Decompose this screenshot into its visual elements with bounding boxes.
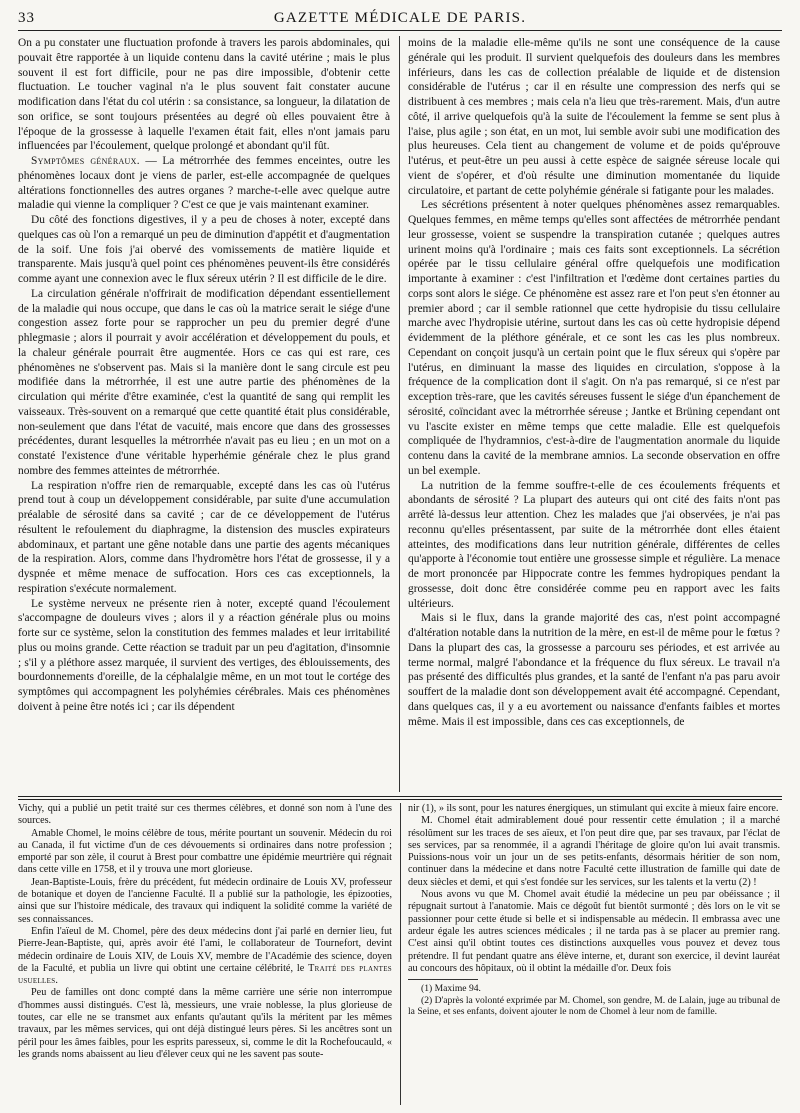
- article-left-column: [18, 36, 390, 792]
- page-header: [18, 10, 782, 31]
- footnote-divider: [408, 979, 478, 980]
- article-paragraph: Du côté des fonctions digestives, il y a peu de choses à noter, excepté dans quelques cas où l'on a remarqué un peu de diminution d'appétit et d'augmentation de la soif. Une fois j'ai obervé des vomissements de matière liquide et transparente. Mais jusqu'à quel point ces phénomènes peuvent-ils être considérés comme ayant une connexion avec le flux séreux utérin ? Il est difficile de le dire.: [18, 214, 390, 285]
- article-paragraph: [18, 154, 390, 213]
- article-paragraph: moins de la maladie elle-même qu'ils ne sont une conséquence de la cause générale qui les produit. Il survient quelquefois des douleurs dans les membres inférieurs, dans les cas de collection préalable de liquide et de distension considérable de l'utérus ; car il en résulte une compression des nerfs qui se distribuent à ces membres ; mais cela n'a lieu que très-rarement. Mais, d'un autre côté, il arrive quelquefois qu'à la suite de l'écoulement la femme se sent plus à l'aise, plus agile ; son état, en un mot, lui semble avoir subi une modification des plus heureuses. Cela tient au changement de volume et de poids qu'éprouve l'utérus, et peut-être un peu aussi à cette espèce de saignée séreuse locale qui vient de s'opérer, et d'où résulte une diminution momentanée du liquide circulatoire, et partant de cette polyhémie générale si fatigante pour les malades.: [408, 37, 780, 197]
- article-paragraph: Le système nerveux ne présente rien à noter, excepté quand l'écoulement s'accompagne de douleurs vives ; alors il y a réaction générale plus ou moins forte sur ce système, selon la constitution des femmes malades et leur irritabilité plus ou moins grande. Cette réaction se traduit par un peu d'agitation, d'insomnie ; s'il y a pléthore assez marquée, il survient des vertiges, des éblouissements, des bourdonnements d'oreille, de la céphalalgie même, en un mot tout le cortége des symptômes qui accompagnent les polyhémies cérébrales. Mais ces phénomènes doivent à peine être notés ici ; car ils dépendent: [18, 597, 390, 713]
- page-number: 33: [18, 10, 35, 26]
- article-paragraph: Les sécrétions présentent à noter quelques phénomènes assez remarquables. Quelques femmes, en même temps qu'elles sont affectées de métrorrhée pendant leur grossesse, voient se suspendre la transpiration cutanée ; quelques autres urinent moins qu'à l'ordinaire ; mais ces faits sont exceptionnels. La sécrétion opérée par le tissu cellulaire général offre quelquefois une modification importante à examiner : c'est l'infiltration et l'œdème dont certaines parties du corps sont alors le siége. Ce phénomène est assez rare et l'on peut s'en étonner au premier abord ; car il semble rationnel que cette hydropisie du tissu cellulaire marche avec l'hydropisie utérine, surtout dans les cas où cette hydropisie dépend évidemment de la pléthore générale, et ce sont les cas les plus nombreux. Cependant on conçoit jusqu'à un certain point que le flux séreux qui s'opère par l'utérus, en diminuant la masse des liquides en circulation, s'oppose à la fréquence de la complication dont il s'agit. On n'a pas remarqué, si ce n'est par exception très-rare, que les cavités séreuses fussent le siége d'un épanchement de sérosité, coïncidant avec la métrorrhée séreuse ; Jantke et Brüning cependant ont vu l'ascite exister en même temps que cette maladie. Elle est quelquefois compliquée de l'hydramnios, c'est-à-dire de l'augmentation anormale du liquide contenu dans la cavité de la membrane amnios. La seconde observation en offre un bel exemple.: [408, 199, 780, 477]
- article-right-column: [408, 36, 780, 792]
- feuilleton-paragraph: Peu de familles ont donc compté dans la même carrière une série non interrompue d'hommes aussi distingués. C'est là, messieurs, une vraie noblesse, la plus glorieuse de toutes, car elle ne se transmet aux enfants qu'autant qu'ils la méritent par les mêmes travaux, par les mêmes services, qui ont déjà distingué leurs pères. Si les ancêtres sont un péril pour les âmes faibles, pour les esprits paresseux, si, comme le dit la Rochefoucauld, « les grands noms abaissent au lieu d'élever ceux qui ne les savent pas soute-: [18, 987, 392, 1060]
- article-paragraph: La circulation générale n'offrirait de modification dépendant essentiellement de la maladie qui nous occupe, que dans le cas où la matrice serait le siége d'une congestion assez forte pour se rapprocher un peu du premier degré d'une phlegmasie ; alors il pourrait y avoir accélération et développement du pouls, et la chaleur générale pourrait être augmentée. Hors ce cas qui est rare, ces phénomènes ne s'observent pas. Mais si la manière dont le sang circule est peu modifiée dans la métrorrhée, il est une autre partie des phénomènes de la circulation qui mérite d'être examinée, c'est la quantité de sang qui remplit les vaisseaux. Très-souvent on a remarqué que cette quantité était plus considérable, non-seulement que dans l'état de vacuité, mais encore que dans des grossesses précédentes, durant lesquelles la métrorrhée n'avait pas eu lieu ; en un mot on a constaté l'existence d'une véritable hyperhémie générale chez le plus grand nombre des femmes atteintes de métrorrhée.: [18, 287, 390, 477]
- feuilleton-text: Enfin l'aïeul de M. Chomel, père des deux médecins dont j'ai parlé en dernier lieu, fut Pierre-Jean-Baptiste, qui, après avoir été l'ami, le collaborateur de Tournefort, devint médecin ordinaire de Louis XIV, de Louis XV, membre de l'Académie des science, doyen de la Faculté, et publia un livre qui obtint une certaine célébrité, le: [18, 925, 392, 974]
- section-heading-text: — La métrorrhée des femmes enceintes, outre les phénomènes locaux dont je viens de parler, est-elle accompagnée de quelques altérations fonctionnelles des autres organes ? marche-t-elle avec quelque autre maladie qui vienne la compliquer ? C'est ce que je vais maintenant examiner.: [18, 155, 390, 212]
- footnote: (2) D'après la volonté exprimée par M. Chomel, son gendre, M. de Lalain, juge au tribunal de la Seine, et ses enfants, doivent ajouter le nom de Chomel à leur nom de famille.: [408, 994, 780, 1018]
- section-heading: Symptômes généraux.: [31, 155, 140, 167]
- feuilleton-paragraph: Jean-Baptiste-Louis, frère du précédent, fut médecin ordinaire de Louis XV, professeur de botanique et doyen de l'ancienne Faculté. Il a publié sur la pathologie, les épizooties, ainsi que sur l'histoire médicale, des travaux qui indiquent la solidité comme la variété de ses connaissances.: [18, 876, 392, 925]
- journal-title: GAZETTE MÉDICALE DE PARIS.: [273, 10, 527, 26]
- section-separator: [18, 799, 782, 800]
- feuilleton-right-column: [408, 803, 780, 1105]
- book-title: Traité des plantes usuelles: [18, 962, 392, 987]
- article-paragraph: On a pu constater une fluctuation profonde à travers les parois abdominales, qui pouvait être rapportée à un liquide contenu dans la cavité utérine ; mais le plus souvent il est fort difficile, pour ne pas dire impossible, d'obtenir cette fluctuation. Le toucher vaginal n'a le plus souvent fait constater aucune modification dans l'état du col utérin : sa consistance, sa longueur, la dilatation de son orifice, se sont toujours présentées au degré où elles pouvaient être à l'époque de la grossesse à laquelle l'examen était fait, elles n'ont jamais paru influencées par l'écoulement, quelque prolongé et abondant qu'il fût.: [18, 37, 390, 153]
- article-paragraph: Mais si le flux, dans la grande majorité des cas, n'est point accompagné d'altération notable dans la nutrition de la mère, en est-il de même pour le fœtus ? Dans la plupart des cas, la grossesse a parcouru ses périodes, et est arrivée au terme normal, malgré l'abondance et la fréquence du flux séreux. Le travail n'a pas présenté des difficultés plus grandes, et la santé de l'enfant n'a pas paru avoir souffert de la maladie dont son développement avait été accompagné. Cependant, dans quelques cas, il y a eu avortement ou naissance d'enfants faibles et mortes même. Mais il est impossible, dans ces cas exceptionnels, de: [408, 612, 780, 728]
- feuilleton-paragraph: Amable Chomel, le moins célèbre de tous, mérite pourtant un souvenir. Médecin du roi au Canada, il fut victime d'un de ces dévouements si ordinaires dans notre profession ; emporté par son zèle, il courut à Brest pour combattre une épidémie meurtrière qui régnait dans cette ville en 1758, et il y trouva une mort glorieuse.: [18, 827, 392, 876]
- feuilleton-paragraph: M. Chomel était admirablement doué pour ressentir cette émulation ; il a marché résolûment sur les traces de ses aïeux, et l'on peut dire que, par ses travaux, par l'éclat de ses services, par sa renommée, il a agrandi l'héritage de gloire qu'on lui avait transmis. Puissions-nous voir un jour un de ses petits-enfants, désormais héritier de son nom, continuer dans la médecine et dans notre Faculté cette illustration de famille qui date de deux siècles et demi, et qui s'est fondée sur les services, sur les talents et la vertu (2) !: [408, 815, 780, 888]
- feuilleton-paragraph: nir (1), » ils sont, pour les natures énergiques, un stimulant qui excite à mieux faire encore.: [408, 803, 779, 814]
- feuilleton-left-column: [18, 803, 392, 1105]
- feuilleton-paragraph: Vichy, qui a publié un petit traité sur ces thermes célèbres, et donné son nom à l'une des sources.: [18, 803, 392, 827]
- article-paragraph: La respiration n'offre rien de remarquable, excepté dans les cas où l'utérus prend tout à coup un développement considérable, par suite d'une accumulation préalable de sérosité dans sa cavité ; car de ce développement de l'utérus résultent le refoulement du diaphragme, la distension des muscles expirateurs abdominaux, et partant une gêne notable dans une partie des agents mécaniques de la respiration. Alors, comme dans l'hydromètre hors l'état de grossesse, il y a dyspnée et même menace de suffocation. Hors ces cas exceptionnels, la respiration s'exécute normalement.: [18, 479, 390, 595]
- article-paragraph: La nutrition de la femme souffre-t-elle de ces écoulements fréquents et abondants de sérosité ? La plupart des auteurs qui ont cité des faits n'ont pas arrêté là-dessus leur attention. Chez les malades que j'ai observées, je n'ai pas reconnu qu'elles présentassent, par suite de la métrorrhée dont elles étaient atteintes, des modifications dans leur nutrition générale, différentes de celles qu'apporte à l'économie tout entière une grossesse simple et régulière. La menace de mort prononcée par Hippocrate contre les femmes hydropiques pendant la grossesse, doit donc être considérée comme peu en rapport avec les faits ultérieurs.: [408, 479, 780, 610]
- feuilleton-paragraph: Nous avons vu que M. Chomel avait étudié la médecine un peu par obéissance ; il répugnait surtout à l'anatomie. Mais ce dégoût fut bientôt surmonté ; dès lors on le vit se passionner pour cette étude si belle et si indispensable au médecin. Il embrassa avec une ardeur égale les autres sciences médicales ; il ne tarda pas à se placer au premier rang. C'est ainsi qu'il obtint toutes ces distinctions auxquelles vous pouvez et devez tous prétendre. Il fut pendant quatre ans élève interne, et, durant son exercice, il devint lauréat au concours des hôpitaux, où il obtint la médaille d'or. Deux fois: [408, 889, 780, 974]
- footnote: (1) Maxime 94.: [421, 983, 481, 995]
- column-divider: [399, 36, 400, 792]
- feuilleton-paragraph: Enfin l'aïeul de M. Chomel, père des deux médecins dont j'ai parlé en dernier lieu, fut Pierre-Jean-Baptiste, qui, après avoir été l'ami, le collaborateur de Tournefort, devint médecin ordinaire de Louis XIV, de Louis XV, membre de l'Académie des science, doyen de la Faculté, et publia un livre qui obtint une certaine célébrité, le Traité des plantes usuelles.: [18, 925, 392, 987]
- column-divider: [400, 803, 401, 1105]
- section-separator: [18, 796, 782, 797]
